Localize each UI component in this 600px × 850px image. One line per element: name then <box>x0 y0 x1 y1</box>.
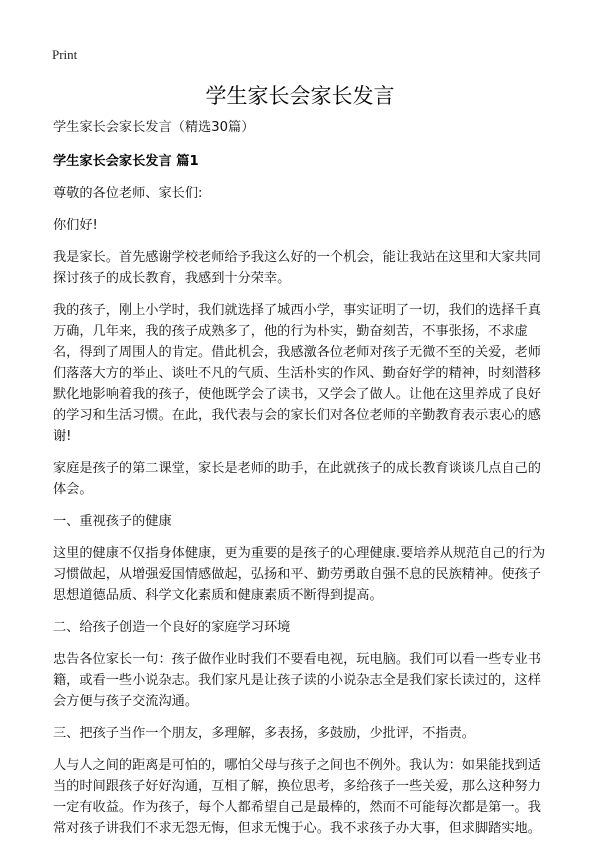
point-heading: 一、重视孩子的健康 <box>53 514 172 529</box>
body-paragraph: 忠告各位家长一句：孩子做作业时我们不要看电视，玩电脑。我们可以看一些专业书籍，或看一些小说杂志。我们家凡是让孩子读的小说杂志全是我们家长读过的，这样会方便与孩子交流沟通。 <box>53 652 541 709</box>
greeting: 你们好! <box>53 218 98 233</box>
point-heading: 二、给孩子创造一个良好的家庭学习环境 <box>53 620 291 635</box>
document-title: 学生家长会家长发言 <box>205 84 395 108</box>
body-paragraph: 我的孩子，刚上小学时，我们就选择了城西小学，事实证明了一切，我们的选择千真万确，几年来，我的孩子成熟多了，他的行为朴实，勤奋刻苦，不事张扬，不求虚名，得到了周围人的肯定。借此机会，我感激各位老师对孩子无微不至的关爱，老师们落落大方的举止、谈吐不凡的气质、生活朴实的作风、勤奋好学的精神，时刻潜移默化地影响着我的孩子，使他既学会了读书，又学会了做人。让他在这里养成了良好的学习和生活习惯。在此，我代表与会的家长们对各位老师的辛勤教育表示衷心的感谢! <box>53 303 541 444</box>
body-paragraph: 家庭是孩子的第二课堂，家长是老师的助手，在此就孩子的成长教育谈谈几点自己的体会。 <box>53 461 541 497</box>
section-heading: 学生家长会家长发言 篇1 <box>53 154 199 169</box>
body-paragraph: 我是家长。首先感谢学校老师给予我这么好的一个机会，能让我站在这里和大家共同探讨孩子的成长教育，我感到十分荣幸。 <box>53 250 541 286</box>
document-subtitle: 学生家长会家长发言（精选30篇） <box>53 120 255 135</box>
body-paragraph: 这里的健康不仅指身体健康，更为重要的是孩子的心理健康.要培养从规范自己的行为习惯做起，从增强爱国情感做起，弘扬和平、勤劳勇敢自强不息的民族精神。使孩子思想道德品质、科学文化素质和健康素质不断得到提高。 <box>53 546 546 603</box>
document-body <box>53 117 553 850</box>
point-heading: 三、把孩子当作一个朋友，多理解，多表扬，多鼓励，少批评，不指责。 <box>53 726 475 741</box>
print-link[interactable]: Print <box>52 47 78 62</box>
body-paragraph: 人与人之间的距离是可怕的，哪怕父母与孩子之间也不例外。我认为：如果能找到适当的时间跟孩子好好沟通，互相了解，换位思考，多给孩子一些关爱，那么这种努力一定有收益。作为孩子，每个人都希望自己是最棒的，然而不可能每次都是第一。我常对孩子讲我们不求无怨无悔，但求无愧于心。我不求孩子办大事，但求脚踏实地。 <box>53 758 541 836</box>
salutation: 尊敬的各位老师、家长们: <box>53 186 203 201</box>
